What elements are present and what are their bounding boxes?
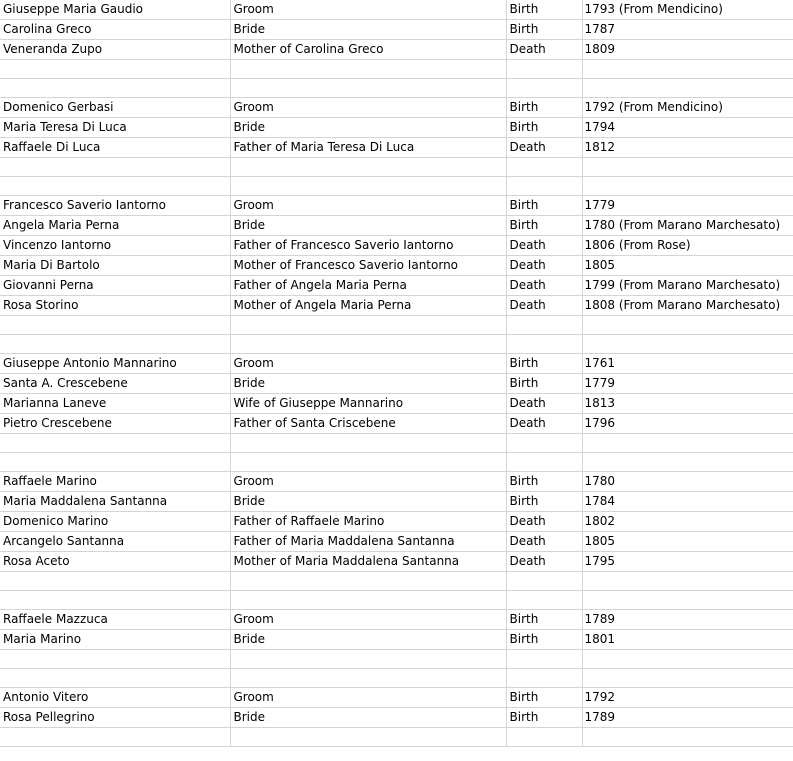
role-cell[interactable] [230,591,506,610]
table-row [0,256,793,276]
table-row [0,728,793,747]
name-cell[interactable] [0,591,230,610]
name-cell[interactable] [0,728,230,747]
name-cell[interactable]: Angela Maria Perna [0,216,230,236]
role-cell[interactable] [230,572,506,591]
role-cell[interactable] [230,335,506,354]
event-cell[interactable] [506,335,582,354]
year-cell[interactable] [582,60,793,79]
event-cell[interactable]: Death [506,256,582,276]
year-cell[interactable]: 1813 [582,394,793,414]
role-cell[interactable]: Bride [230,374,506,394]
event-cell[interactable] [506,316,582,335]
event-cell[interactable]: Death [506,394,582,414]
name-cell[interactable]: Rosa Storino [0,296,230,316]
name-cell[interactable]: Domenico Marino [0,512,230,532]
name-cell[interactable] [0,335,230,354]
role-cell[interactable] [230,316,506,335]
table-row [0,158,793,177]
role-cell[interactable]: Mother of Francesco Saverio Iantorno [230,256,506,276]
event-cell[interactable]: Birth [506,118,582,138]
event-cell[interactable]: Birth [506,216,582,236]
year-cell[interactable]: 1779 [582,374,793,394]
name-cell[interactable] [0,177,230,196]
year-cell[interactable]: 1793 (From Mendicino) [582,0,793,20]
role-cell[interactable]: Bride [230,708,506,728]
role-cell[interactable]: Mother of Carolina Greco [230,40,506,60]
table-row [0,512,793,532]
table-row [0,335,793,354]
year-cell[interactable]: 1792 [582,688,793,708]
role-cell[interactable]: Bride [230,630,506,650]
table-row [0,316,793,335]
role-cell[interactable]: Mother of Angela Maria Perna [230,296,506,316]
role-cell[interactable]: Wife of Giuseppe Mannarino [230,394,506,414]
table-row [0,354,793,374]
table-row [0,394,793,414]
year-cell[interactable]: 1794 [582,118,793,138]
event-cell[interactable]: Death [506,296,582,316]
role-cell[interactable]: Groom [230,610,506,630]
role-cell[interactable]: Father of Maria Teresa Di Luca [230,138,506,158]
table-row [0,374,793,394]
role-cell[interactable]: Father of Raffaele Marino [230,512,506,532]
table-row [0,20,793,40]
year-cell[interactable]: 1789 [582,610,793,630]
role-cell[interactable] [230,650,506,669]
role-cell[interactable] [230,728,506,747]
name-cell[interactable]: Raffaele Mazzuca [0,610,230,630]
event-cell[interactable] [506,453,582,472]
table-row [0,0,793,20]
event-cell[interactable]: Birth [506,610,582,630]
event-cell[interactable] [506,158,582,177]
year-cell[interactable] [582,158,793,177]
year-cell[interactable] [582,669,793,688]
role-cell[interactable]: Father of Santa Criscebene [230,414,506,434]
table-row [0,414,793,434]
role-cell[interactable]: Mother of Maria Maddalena Santanna [230,552,506,572]
role-cell[interactable]: Groom [230,472,506,492]
table-row [0,236,793,256]
name-cell[interactable] [0,669,230,688]
event-cell[interactable]: Birth [506,630,582,650]
event-cell[interactable]: Birth [506,0,582,20]
year-cell[interactable]: 1779 [582,196,793,216]
event-cell[interactable]: Birth [506,708,582,728]
name-cell[interactable]: Maria Di Bartolo [0,256,230,276]
table-row [0,40,793,60]
year-cell[interactable]: 1812 [582,138,793,158]
role-cell[interactable]: Groom [230,196,506,216]
name-cell[interactable]: Rosa Aceto [0,552,230,572]
name-cell[interactable]: Raffaele Marino [0,472,230,492]
year-cell[interactable]: 1806 (From Rose) [582,236,793,256]
role-cell[interactable]: Father of Maria Maddalena Santanna [230,532,506,552]
name-cell[interactable]: Domenico Gerbasi [0,98,230,118]
table-row [0,79,793,98]
year-cell[interactable] [582,316,793,335]
name-cell[interactable]: Francesco Saverio Iantorno [0,196,230,216]
event-cell[interactable]: Death [506,532,582,552]
event-cell[interactable] [506,177,582,196]
role-cell[interactable] [230,453,506,472]
role-cell[interactable] [230,434,506,453]
role-cell[interactable] [230,177,506,196]
year-cell[interactable]: 1808 (From Marano Marchesato) [582,296,793,316]
table-row [0,434,793,453]
event-cell[interactable]: Death [506,40,582,60]
table-row [0,572,793,591]
role-cell[interactable]: Bride [230,492,506,512]
event-cell[interactable]: Birth [506,20,582,40]
year-cell[interactable] [582,434,793,453]
role-cell[interactable] [230,79,506,98]
event-cell[interactable]: Death [506,552,582,572]
event-cell[interactable] [506,669,582,688]
role-cell[interactable] [230,60,506,79]
name-cell[interactable] [0,79,230,98]
name-cell[interactable] [0,158,230,177]
name-cell[interactable]: Arcangelo Santanna [0,532,230,552]
name-cell[interactable]: Pietro Crescebene [0,414,230,434]
name-cell[interactable] [0,60,230,79]
event-cell[interactable] [506,60,582,79]
table-row [0,591,793,610]
role-cell[interactable]: Groom [230,0,506,20]
table-row [0,532,793,552]
year-cell[interactable]: 1802 [582,512,793,532]
event-cell[interactable]: Death [506,138,582,158]
table-row [0,610,793,630]
event-cell[interactable] [506,434,582,453]
name-cell[interactable]: Raffaele Di Luca [0,138,230,158]
table-row [0,472,793,492]
table-row [0,708,793,728]
role-cell[interactable]: Bride [230,20,506,40]
role-cell[interactable]: Father of Angela Maria Perna [230,276,506,296]
table-row [0,276,793,296]
name-cell[interactable] [0,316,230,335]
table-row [0,196,793,216]
year-cell[interactable]: 1784 [582,492,793,512]
name-cell[interactable]: Vincenzo Iantorno [0,236,230,256]
table-row [0,98,793,118]
event-cell[interactable]: Death [506,276,582,296]
name-cell[interactable]: Antonio Vitero [0,688,230,708]
table-row [0,688,793,708]
year-cell[interactable] [582,335,793,354]
year-cell[interactable] [582,453,793,472]
name-cell[interactable]: Marianna Laneve [0,394,230,414]
name-cell[interactable] [0,434,230,453]
name-cell[interactable]: Maria Marino [0,630,230,650]
role-cell[interactable]: Groom [230,688,506,708]
table-row [0,138,793,158]
year-cell[interactable]: 1801 [582,630,793,650]
event-cell[interactable]: Birth [506,98,582,118]
year-cell[interactable] [582,572,793,591]
year-cell[interactable] [582,650,793,669]
table-row [0,296,793,316]
event-cell[interactable] [506,79,582,98]
event-cell[interactable] [506,728,582,747]
role-cell[interactable]: Bride [230,216,506,236]
name-cell[interactable]: Giuseppe Maria Gaudio [0,0,230,20]
year-cell[interactable]: 1796 [582,414,793,434]
table-row [0,177,793,196]
year-cell[interactable] [582,728,793,747]
event-cell[interactable]: Death [506,414,582,434]
table-row [0,552,793,572]
event-cell[interactable] [506,650,582,669]
table-row [0,492,793,512]
name-cell[interactable]: Veneranda Zupo [0,40,230,60]
year-cell[interactable]: 1789 [582,708,793,728]
year-cell[interactable]: 1805 [582,532,793,552]
event-cell[interactable]: Birth [506,354,582,374]
event-cell[interactable]: Death [506,236,582,256]
role-cell[interactable]: Father of Francesco Saverio Iantorno [230,236,506,256]
table-row [0,216,793,236]
name-cell[interactable]: Maria Teresa Di Luca [0,118,230,138]
role-cell[interactable] [230,669,506,688]
role-cell[interactable] [230,158,506,177]
event-cell[interactable]: Birth [506,472,582,492]
event-cell[interactable]: Birth [506,374,582,394]
name-cell[interactable]: Carolina Greco [0,20,230,40]
year-cell[interactable] [582,79,793,98]
event-cell[interactable]: Birth [506,492,582,512]
event-cell[interactable]: Death [506,512,582,532]
year-cell[interactable]: 1780 [582,472,793,492]
year-cell[interactable]: 1787 [582,20,793,40]
table-row [0,650,793,669]
role-cell[interactable]: Bride [230,118,506,138]
event-cell[interactable]: Birth [506,196,582,216]
role-cell[interactable]: Groom [230,98,506,118]
name-cell[interactable]: Giuseppe Antonio Mannarino [0,354,230,374]
table-row [0,118,793,138]
event-cell[interactable]: Birth [506,688,582,708]
table-row [0,60,793,79]
table-row [0,453,793,472]
year-cell[interactable]: 1805 [582,256,793,276]
year-cell[interactable]: 1761 [582,354,793,374]
year-cell[interactable] [582,591,793,610]
year-cell[interactable]: 1795 [582,552,793,572]
event-cell[interactable] [506,572,582,591]
name-cell[interactable] [0,453,230,472]
name-cell[interactable]: Giovanni Perna [0,276,230,296]
name-cell[interactable] [0,650,230,669]
year-cell[interactable]: 1780 (From Marano Marchesato) [582,216,793,236]
year-cell[interactable]: 1792 (From Mendicino) [582,98,793,118]
year-cell[interactable]: 1809 [582,40,793,60]
event-cell[interactable] [506,591,582,610]
name-cell[interactable]: Maria Maddalena Santanna [0,492,230,512]
year-cell[interactable]: 1799 (From Marano Marchesato) [582,276,793,296]
role-cell[interactable]: Groom [230,354,506,374]
name-cell[interactable] [0,572,230,591]
table-row [0,630,793,650]
name-cell[interactable]: Santa A. Crescebene [0,374,230,394]
table-row [0,669,793,688]
name-cell[interactable]: Rosa Pellegrino [0,708,230,728]
year-cell[interactable] [582,177,793,196]
